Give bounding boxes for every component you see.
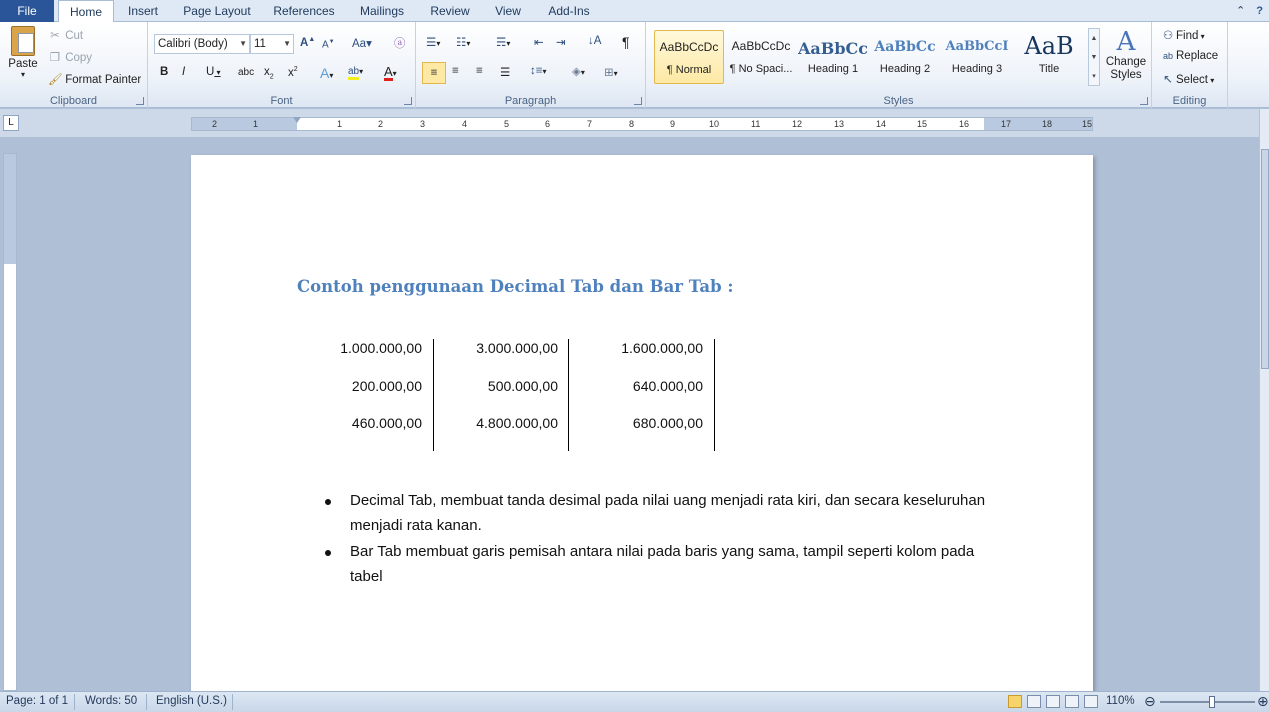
ruler-number: 16 [959, 119, 970, 129]
bullets-button[interactable]: ☰▾ [426, 37, 441, 49]
clipboard-launcher-icon[interactable] [136, 97, 144, 105]
ruler-number: 15 [1082, 119, 1093, 129]
pilcrow-icon: ¶ [622, 34, 630, 50]
document-heading: Contoh penggunaan Decimal Tab dan Bar Tab : [297, 277, 734, 296]
ruler-number: 15 [917, 119, 928, 129]
select-label: Select [1176, 74, 1208, 86]
cell-r2-c1: 200.000,00 [351, 378, 422, 394]
ruler-number: 13 [834, 119, 845, 129]
align-center-icon: ≡ [452, 65, 459, 77]
ruler-area [0, 109, 1269, 137]
multilevel-list-icon: ☴ [496, 37, 507, 49]
change-styles-label: Change Styles [1105, 56, 1147, 81]
numbering-button[interactable]: ☷▾ [456, 37, 471, 49]
scroll-thumb[interactable] [1261, 149, 1269, 369]
multilevel-list-button[interactable]: ☴▾ [496, 37, 511, 49]
print-layout-view-icon[interactable] [1008, 695, 1022, 708]
style-heading-2-name: Heading 2 [879, 63, 931, 75]
shrink-font-button[interactable] [322, 38, 335, 50]
list-item [325, 489, 1005, 538]
bullet-icon [325, 550, 331, 556]
style-normal[interactable] [654, 30, 724, 84]
change-case-button[interactable] [352, 36, 372, 50]
align-left-button[interactable] [422, 62, 446, 84]
bullet-icon [325, 499, 331, 505]
more-icon: ▾ [1092, 73, 1096, 80]
cell-r2-c3: 640.000,00 [632, 378, 703, 394]
format-painter-label: Format Painter [65, 74, 142, 86]
style-normal-sample: AaBbCcDc [659, 40, 719, 54]
bar-tab-line [433, 339, 434, 451]
bullet-list [325, 489, 1005, 591]
window-controls [1228, 4, 1263, 17]
line-spacing-button[interactable]: ↕≡▾ [530, 65, 547, 77]
shading-button[interactable]: ◈▾ [572, 66, 585, 78]
chevron-up-icon: ▲ [1090, 35, 1098, 42]
ruler-number: 1 [337, 119, 343, 129]
paste-icon [11, 26, 35, 56]
subscript-button[interactable] [264, 66, 274, 80]
zoom-slider[interactable] [1160, 701, 1255, 703]
full-screen-reading-view-icon[interactable] [1027, 695, 1041, 708]
editing-group [1152, 22, 1228, 108]
numbering-icon: ☷ [456, 37, 467, 49]
cut-button[interactable] [48, 28, 83, 42]
cell-r1-c3: 1.600.000,00 [621, 340, 703, 356]
bar-tab-line [568, 339, 569, 451]
paragraph-group-label: Paragraph [504, 95, 557, 107]
web-layout-view-icon[interactable] [1046, 695, 1060, 708]
style-no-spacing-sample: AaBbCcDc [731, 39, 791, 53]
style-heading-1[interactable] [798, 30, 868, 84]
ribbon [0, 22, 1269, 108]
chevron-down-icon: ▾ [20, 70, 25, 79]
highlight-button[interactable]: ab▾ [348, 65, 363, 80]
select-button[interactable]: ↖ Select ▾ [1160, 72, 1214, 86]
tab-selector-icon[interactable]: L [3, 115, 19, 131]
indent-marker-icon[interactable] [293, 117, 301, 131]
divider [232, 694, 233, 710]
borders-icon: ⊞ [604, 67, 614, 79]
tab-mailings[interactable]: Mailings [359, 4, 404, 18]
ruler-number: 10 [709, 119, 720, 129]
style-heading-3-name: Heading 3 [951, 63, 1003, 75]
divider [146, 694, 147, 710]
style-title-sample: AaB [1024, 32, 1074, 60]
tab-page-layout[interactable]: Page Layout [183, 4, 251, 18]
change-styles-icon: A [1116, 27, 1136, 57]
cell-r3-c3: 680.000,00 [632, 415, 703, 431]
zoom-out-icon[interactable]: ⊖ [1144, 693, 1156, 709]
tab-insert[interactable]: Insert [127, 4, 158, 18]
styles-group-label: Styles [883, 95, 914, 107]
decrease-indent-button[interactable] [534, 35, 544, 49]
bar-tab-line [714, 339, 715, 451]
vertical-ruler[interactable] [3, 153, 17, 691]
decrease-indent-icon: ⇤ [534, 37, 544, 49]
ruler-number: 14 [876, 119, 887, 129]
borders-button[interactable]: ⊞▾ [604, 67, 618, 79]
grow-font-button[interactable] [300, 36, 315, 49]
word-count[interactable]: Words: 50 [85, 695, 138, 707]
strikethrough-button[interactable] [238, 66, 254, 78]
font-name-combo[interactable] [154, 34, 250, 54]
clear-formatting-button[interactable] [394, 35, 406, 51]
justify-button[interactable] [500, 65, 510, 79]
style-heading-1-name: Heading 1 [807, 63, 859, 75]
editing-group-label: Editing [1172, 95, 1207, 107]
sort-button[interactable] [588, 35, 601, 47]
scissors-icon: ✂ [50, 30, 60, 42]
paste-button[interactable] [6, 26, 40, 79]
style-no-spacing[interactable] [726, 30, 796, 84]
font-group-label: Font [270, 95, 293, 107]
paragraph-launcher-icon[interactable] [634, 97, 642, 105]
tab-home[interactable]: Home [58, 0, 114, 23]
line-spacing-icon: ↕≡ [530, 65, 543, 77]
ruler-number: 11 [751, 119, 761, 129]
paste-label: Paste [8, 58, 38, 70]
list-item [325, 540, 1005, 589]
ruler-number: 12 [792, 119, 803, 129]
ruler-number: 3 [420, 119, 426, 129]
sort-icon: ↓A [588, 35, 602, 47]
tab-view[interactable]: View [495, 4, 521, 18]
clear-formatting-icon: ⓐ [394, 38, 406, 50]
divider [74, 694, 75, 710]
paint-bucket-icon: ◈ [572, 66, 581, 78]
left-margin-area [192, 118, 297, 130]
copy-label: Copy [65, 52, 93, 64]
font-launcher-icon[interactable] [404, 97, 412, 105]
text-effects-button[interactable]: A▾ [320, 65, 334, 81]
font-color-button[interactable]: A▾ [384, 64, 397, 79]
replace-label: Replace [1176, 50, 1219, 62]
ribbon-tabs [0, 0, 1269, 22]
outline-view-icon[interactable] [1065, 695, 1079, 708]
paintbrush-icon: 🖌 [48, 74, 63, 86]
help-icon[interactable]: ? [1256, 5, 1263, 17]
paragraph-group [416, 22, 646, 108]
tab-file[interactable]: File [0, 0, 54, 22]
chevron-down-icon: ▼ [239, 39, 247, 48]
styles-gallery-scroll[interactable] [1088, 28, 1100, 86]
binoculars-icon: ⚇ [1162, 30, 1174, 42]
bold-button[interactable] [160, 66, 168, 78]
superscript-button[interactable] [288, 66, 298, 79]
ruler-number: 7 [587, 119, 593, 129]
ruler-number: 2 [212, 119, 218, 129]
ruler-number: 4 [462, 119, 468, 129]
ruler-number: 6 [545, 119, 551, 129]
language-indicator[interactable]: English (U.S.) [156, 695, 227, 707]
style-heading-3-sample: AaBbCcI [945, 39, 1009, 54]
ruler-number: 1 [253, 119, 259, 129]
text-effects-icon: A [320, 65, 330, 81]
bullets-icon: ☰ [426, 37, 437, 49]
replace-button[interactable] [1160, 50, 1218, 62]
italic-button[interactable] [182, 66, 185, 78]
change-styles-button[interactable] [1104, 28, 1148, 82]
cell-r1-c2: 3.000.000,00 [476, 340, 558, 356]
find-button[interactable]: ⚇ Find ▾ [1160, 28, 1205, 42]
copy-icon: ❐ [49, 52, 61, 64]
chevron-down-icon: ▼ [283, 39, 291, 48]
style-heading-3[interactable] [942, 30, 1012, 84]
font-group [148, 22, 416, 108]
grow-font-icon: A▲ [300, 36, 316, 49]
tab-references[interactable]: References [273, 4, 335, 18]
format-painter-button[interactable] [48, 72, 141, 86]
italic-icon: I [182, 66, 186, 78]
style-title-name: Title [1038, 63, 1060, 75]
font-size-combo[interactable] [250, 34, 294, 54]
replace-icon: ab [1162, 51, 1173, 61]
chevron-down-icon: ▼ [1090, 54, 1098, 61]
document-page[interactable] [191, 155, 1093, 691]
style-normal-name: ¶ Normal [666, 64, 712, 76]
status-bar [0, 691, 1269, 712]
font-color-icon: A [384, 64, 393, 79]
cell-r3-c1: 460.000,00 [351, 415, 422, 431]
minimize-ribbon-icon[interactable]: ⌃ [1235, 5, 1246, 17]
zoom-in-icon[interactable]: ⊕ [1257, 693, 1269, 709]
style-heading-2[interactable] [870, 30, 940, 84]
top-margin-area [4, 154, 16, 264]
underline-icon: U [206, 66, 215, 78]
styles-group [646, 22, 1152, 108]
style-title[interactable] [1014, 30, 1084, 84]
styles-launcher-icon[interactable] [1140, 97, 1148, 105]
tab-review[interactable]: Review [430, 4, 470, 18]
tab-add-ins[interactable]: Add-Ins [548, 4, 590, 18]
zoom-slider-thumb[interactable] [1209, 696, 1215, 708]
increase-indent-icon: ⇥ [556, 37, 566, 49]
underline-button[interactable]: U ▾ [206, 66, 221, 78]
ruler-number: 8 [629, 119, 635, 129]
zoom-level[interactable]: 110% [1106, 695, 1135, 707]
list-item-text: Bar Tab membuat garis pemisah antara nilai pada baris yang sama, tampil seperti kolom pada tabel [350, 543, 975, 585]
strikethrough-icon: abc [238, 67, 255, 78]
ruler-number: 9 [670, 119, 676, 129]
font-name-value: Calibri (Body) [158, 38, 228, 50]
justify-icon: ☰ [500, 67, 511, 79]
change-case-icon: Aa▾ [352, 38, 372, 50]
find-label: Find [1176, 30, 1199, 42]
ruler-number: 18 [1042, 119, 1053, 129]
bold-icon: B [160, 66, 169, 78]
font-size-value: 11 [254, 38, 266, 50]
ruler-number: 2 [378, 119, 384, 129]
show-formatting-button[interactable] [622, 34, 630, 50]
style-heading-1-sample: AaBbCc [798, 39, 868, 58]
ruler-number: 5 [504, 119, 510, 129]
shrink-font-icon: A▼ [322, 38, 335, 50]
align-right-button[interactable] [476, 65, 483, 77]
align-center-button[interactable] [452, 65, 459, 77]
increase-indent-button[interactable] [556, 35, 566, 49]
align-right-icon: ≡ [476, 65, 483, 77]
cut-label: Cut [65, 30, 84, 42]
cursor-icon: ↖ [1163, 74, 1173, 86]
draft-view-icon[interactable] [1084, 695, 1098, 708]
vertical-scrollbar[interactable] [1259, 109, 1269, 691]
style-heading-2-sample: AaBbCc [874, 39, 936, 55]
cell-r2-c2: 500.000,00 [487, 378, 558, 394]
superscript-icon: $x^2$ [288, 66, 298, 79]
highlighter-icon: ab [348, 66, 359, 80]
copy-button[interactable] [48, 50, 92, 64]
horizontal-ruler[interactable] [191, 117, 1093, 131]
ruler-number: 17 [1001, 119, 1012, 129]
cell-r3-c2: 4.800.000,00 [476, 415, 558, 431]
style-no-spacing-name: ¶ No Spaci... [729, 63, 793, 75]
cell-r1-c1: 1.000.000,00 [340, 340, 422, 356]
subscript-icon: $x_2$ [264, 66, 274, 81]
align-left-icon: ≡ [430, 67, 438, 79]
page-count[interactable]: Page: 1 of 1 [6, 695, 69, 707]
clipboard-group [0, 22, 148, 108]
list-item-text: Decimal Tab, membuat tanda desimal pada nilai uang menjadi rata kiri, dan secara keseluruhan menjadi rata kanan. [350, 492, 986, 534]
clipboard-group-label: Clipboard [49, 95, 98, 107]
